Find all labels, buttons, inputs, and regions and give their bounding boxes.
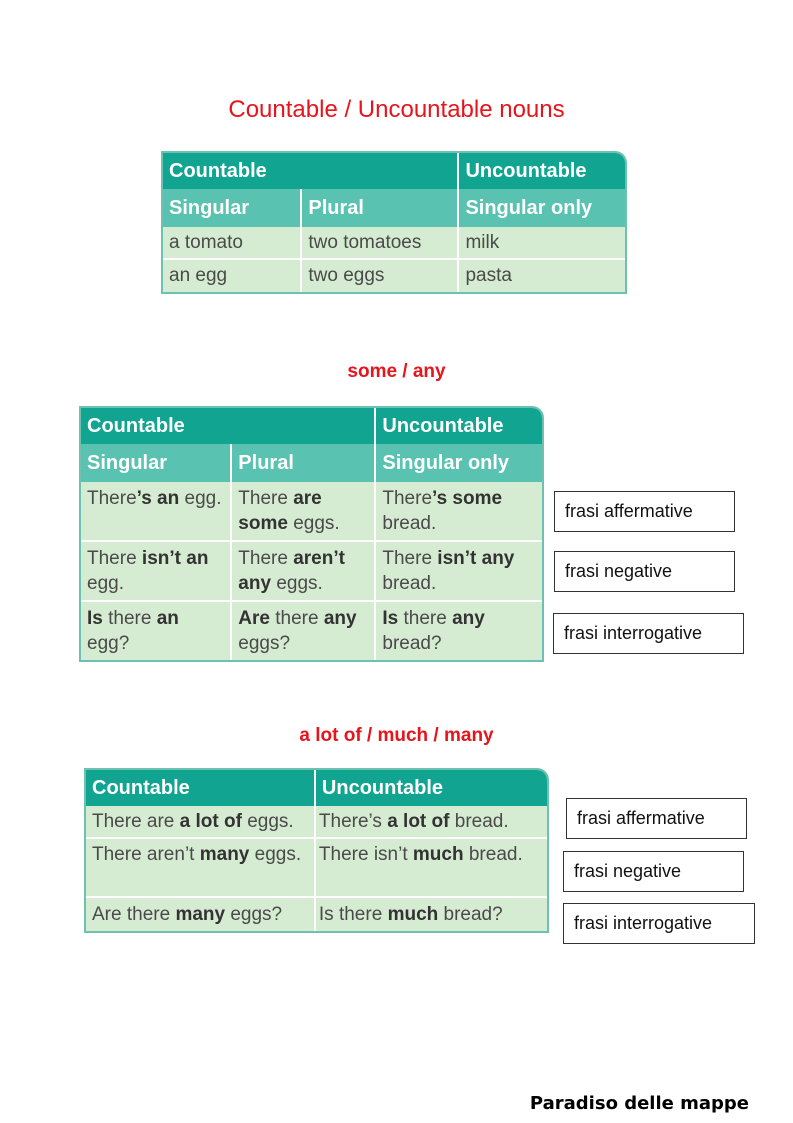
table-cell: a tomato bbox=[163, 227, 302, 260]
table-row bbox=[86, 898, 547, 931]
plain-text: There bbox=[238, 548, 294, 569]
plain-text: bread? bbox=[382, 633, 442, 654]
plain-text: egg? bbox=[87, 633, 130, 654]
header-uncountable: Uncountable bbox=[376, 408, 542, 444]
plain-text: bread. bbox=[382, 513, 437, 534]
label-box-negative: frasi negative bbox=[563, 851, 744, 892]
plain-text: There are bbox=[92, 810, 180, 832]
bold-keyword: much bbox=[412, 844, 464, 865]
label-box-affermative: frasi affermative bbox=[554, 491, 735, 532]
bold-keyword: ’s an bbox=[136, 488, 180, 509]
table-cell bbox=[81, 482, 232, 542]
plain-text: There bbox=[382, 548, 438, 569]
label-box-interrogative: frasi interrogative bbox=[553, 613, 744, 654]
plain-text: There’s bbox=[318, 810, 388, 832]
table-cell bbox=[316, 898, 547, 931]
plain-text: There bbox=[382, 488, 433, 509]
table-row bbox=[86, 839, 547, 898]
table-cell bbox=[376, 482, 542, 542]
plain-text: egg. bbox=[179, 488, 222, 509]
table-cell bbox=[81, 602, 232, 660]
section-title-some-any: some / any bbox=[347, 361, 446, 382]
bold-keyword: ’s some bbox=[432, 488, 503, 509]
bold-keyword: Are bbox=[238, 608, 270, 629]
page-title: Countable / Uncountable nouns bbox=[228, 96, 565, 123]
table-cell bbox=[86, 839, 316, 898]
bold-keyword: any bbox=[452, 608, 485, 629]
table-countable-uncountable bbox=[161, 151, 627, 294]
table-row bbox=[163, 260, 625, 292]
bold-keyword: Is bbox=[382, 608, 399, 629]
bold-keyword: Is bbox=[87, 608, 103, 629]
table-some-any bbox=[79, 406, 544, 662]
header-uncountable: Uncountable bbox=[316, 770, 547, 806]
plain-text: eggs. bbox=[241, 810, 294, 832]
table-cell: an egg bbox=[163, 260, 302, 292]
plain-text: bread. bbox=[449, 810, 509, 832]
bold-keyword: aren’t bbox=[293, 548, 345, 569]
label-box-negative: frasi negative bbox=[554, 551, 735, 592]
plain-text: eggs. bbox=[271, 573, 323, 594]
header-singular-only: Singular only bbox=[459, 189, 625, 227]
header-singular-only: Singular only bbox=[376, 444, 542, 482]
table-row bbox=[81, 602, 542, 660]
table-cell bbox=[232, 542, 376, 602]
header-plural: Plural bbox=[232, 444, 376, 482]
table-cell bbox=[316, 839, 547, 898]
table-row bbox=[86, 806, 547, 839]
plain-text: There bbox=[238, 488, 294, 509]
plain-text: eggs. bbox=[287, 513, 340, 534]
bold-keyword: much bbox=[387, 903, 439, 925]
table-cell: two tomatoes bbox=[302, 227, 459, 260]
table-cell bbox=[316, 806, 547, 839]
label-box-interrogative: frasi interrogative bbox=[563, 903, 755, 944]
table-cell bbox=[232, 602, 376, 660]
table-cell: pasta bbox=[465, 265, 512, 286]
header-countable: Countable bbox=[163, 153, 459, 189]
footer-brand: Paradiso delle mappe bbox=[529, 1093, 749, 1114]
bold-keyword: are bbox=[293, 488, 322, 509]
bold-keyword: many bbox=[175, 903, 226, 925]
section-title-a-lot-of-much-many: a lot of / much / many bbox=[299, 725, 494, 746]
table-cell bbox=[86, 898, 316, 931]
plain-text: There isn’t bbox=[318, 844, 413, 865]
bold-keyword: a lot of bbox=[387, 810, 450, 832]
plain-text: There aren’t bbox=[92, 844, 200, 865]
plain-text: egg. bbox=[87, 573, 124, 594]
plain-text: there bbox=[398, 608, 453, 629]
plain-text: Is there bbox=[318, 903, 388, 925]
bold-keyword: any bbox=[323, 608, 357, 629]
table-cell bbox=[81, 542, 232, 602]
plain-text: There bbox=[87, 488, 137, 509]
header-singular: Singular bbox=[163, 189, 302, 227]
header-countable: Countable bbox=[81, 408, 376, 444]
plain-text: there bbox=[269, 608, 324, 629]
plain-text: eggs? bbox=[225, 903, 283, 925]
header-uncountable: Uncountable bbox=[459, 153, 625, 189]
plain-text: eggs. bbox=[249, 844, 302, 865]
header-plural: Plural bbox=[302, 189, 459, 227]
table-cell bbox=[232, 482, 376, 542]
plain-text: There bbox=[87, 548, 142, 569]
bold-keyword: some bbox=[238, 513, 288, 534]
table-cell: milk bbox=[459, 227, 625, 260]
table-cell: two eggs bbox=[302, 260, 459, 292]
header-countable: Countable bbox=[86, 770, 316, 806]
table-row bbox=[81, 482, 542, 542]
bold-keyword: isn’t any bbox=[437, 548, 515, 569]
bold-keyword: many bbox=[199, 844, 250, 865]
bold-keyword: isn’t an bbox=[141, 548, 209, 569]
plain-text: bread? bbox=[438, 903, 503, 925]
header-singular: Singular bbox=[81, 444, 232, 482]
table-cell bbox=[376, 542, 542, 602]
plain-text: bread. bbox=[382, 573, 437, 594]
plain-text: bread. bbox=[463, 844, 523, 865]
table-row bbox=[81, 542, 542, 602]
plain-text: Are there bbox=[92, 903, 176, 925]
bold-keyword: any bbox=[238, 573, 272, 594]
table-a-lot-of-much-many bbox=[84, 768, 549, 933]
bold-keyword: an bbox=[156, 608, 179, 629]
label-box-affermative: frasi affermative bbox=[566, 798, 747, 839]
bold-keyword: a lot of bbox=[179, 810, 242, 832]
table-cell bbox=[376, 602, 542, 660]
plain-text: there bbox=[102, 608, 157, 629]
plain-text: eggs? bbox=[238, 633, 291, 654]
table-cell bbox=[86, 806, 316, 839]
table-row bbox=[163, 227, 625, 260]
